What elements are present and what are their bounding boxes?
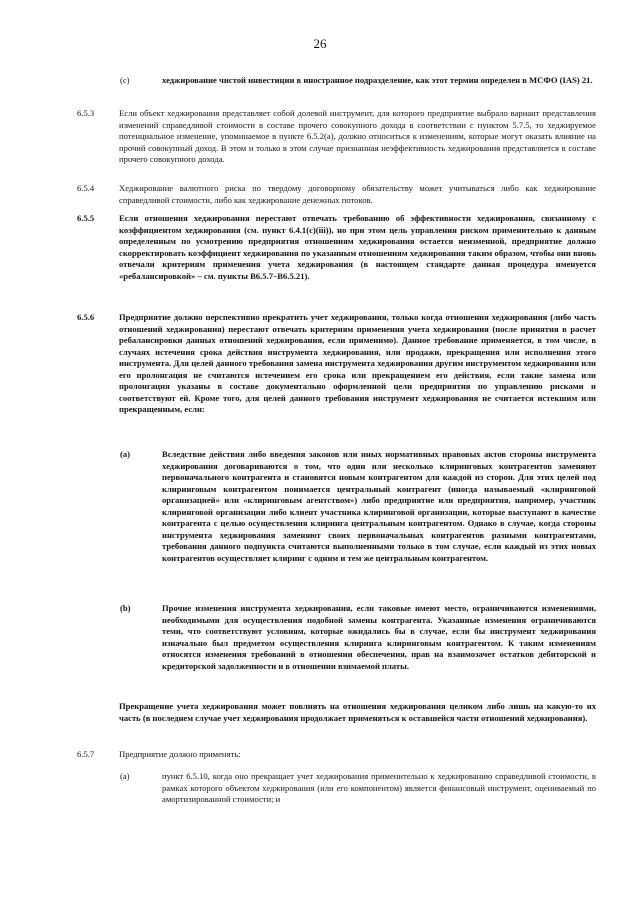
section-text: Хеджирование валютного риска по твердому договорному обязательству может учитываться либо как хеджирование справедливой стоимости, либо как хеджирование денежных потоков. — [119, 183, 596, 205]
section-text: Предприятие должно перспективно прекратить учет хеджирования, только когда отношения хеджирования (либо часть отношений хеджирования) перестают отвечать критериям применения учета хеджирования (после принятия в расчет ребалансировки данных отношений хеджирования, если применимо). Данное требование применяется, в том числе, в случаях истечения срока действия инструмента хеджирования, или продажи, прекращения или исполнения этого инструмента. Для целей данного требования замена инструмента хеджирования другим инструментом хеджирования или его пролонгация не считаются истечением его срока или прекращением его действия, если такие замена или пролонгация указаны в составе документально оформленной цели предприятия по управлению рисками и соответствуют ей. Кроме того, для целей данного требования инструмент хеджирования не считается истекшим или прекращенным, если: — [119, 312, 596, 415]
subsection-label: (a) — [120, 771, 130, 781]
section-text: Предприятие должно применять: — [119, 749, 241, 759]
subsection-text: Вследствие действия либо введения законов или иных нормативных правовых актов стороны инструмента хеджирования договариваются о том, что один или несколько клиринговых контрагентов заменяют первоначального контрагента и становятся новым контрагентом для каждой из сторон. Для этих целей под клиринговым контрагентом понимается центральный контрагент (иногда называемый «клиринговой организацией» или «клиринговым агентством») либо предприятие или предприятия, например, участник клиринговой организации либо клиент участника клиринговой организации, которые выступают в качестве контрагента с целью осуществления клиринга центральным контрагентом. Однако в случае, когда стороны инструмента хеджирования заменяют своих первоначальных контрагентов разными контрагентами, требования данного подпункта считаются выполненными только в том случае, если каждый из этих новых контрагентов осуществляет клиринг с одним и тем же центральным контрагентом. — [162, 449, 596, 563]
section-label: 6.5.3 — [77, 108, 95, 118]
section-label: 6.5.6 — [77, 312, 95, 322]
section-label: 6.5.7 — [77, 749, 95, 759]
section-label: 6.5.4 — [77, 183, 95, 193]
section-text: Если объект хеджирования представляет собой долевой инструмент, для которого предприятие выбрало вариант представления изменений справедливой стоимости в составе прочего совокупного дохода в соответствии с пунктом 5.7.5, то хеджируемое потенциальное изменение, упоминаемое в пункте 6.5.2(a), должно относиться к изменениям, которые могут оказать влияние на прочий совокупный доход. В этом и только в этом случае признанная неэффективность хеджирования представляется в составе прочего совокупного дохода. — [119, 108, 596, 165]
subsection-label: (a) — [120, 449, 131, 459]
section-text: Если отношения хеджирования перестают отвечать требованию об эффективности хеджирования, связанному с коэффициентом хеджирования (см. пункт 6.4.1(c)(iii)), но при этом цель управления риском применительно к данным определенным по усмотрению предприятия отношениям хеджирования остается неизменной, предприятие должно скорректировать коэффициент хеджирования по указанным отношениям хеджирования таким образом, чтобы они вновь отвечали критериям применения учета хеджирования (в настоящем стандарте данная процедура именуется «ребалансировкой» – см. пункты B6.5.7–B6.5.21). — [119, 213, 596, 281]
subsection-label: (b) — [120, 603, 131, 613]
subsection-text: пункт 6.5.10, когда оно прекращает учет хеджирования применительно к хеджированию справедливой стоимости, в рамках которого объектом хеджирования (или его компонентом) является финансовый инструмент, оцениваемый по амортизированной стоимости; и — [162, 771, 596, 805]
closing-paragraph: Прекращение учета хеджирования может повлиять на отношения хеджирования целиком либо лишь на какую-то их часть (в последнем случае учет хеджирования продолжает применяться к оставшейся части отношений хеджирования). — [119, 701, 596, 723]
section-text: хеджирование чистой инвестиции в иностранное подразделение, как этот термин определен в МСФО (IAS) 21. — [162, 75, 593, 85]
section-label: 6.5.5 — [77, 213, 95, 223]
subsection-text: Прочие изменения инструмента хеджирования, если таковые имеют место, ограничиваются изменениями, необходимыми для осуществления подобной замены контрагента. Указанные изменения ограничиваются теми, что соответствуют условиям, которые ожидались бы в случае, если бы инструмент хеджирования изначально был предметом осуществления клиринга клиринговым контрагентом. К таким изменениям относятся изменения требований в отношении обеспечения, прав на взаимозачет остатков дебиторской и кредиторской задолженности и в отношении взимаемой платы. — [162, 603, 596, 671]
page-number: 26 — [313, 36, 327, 51]
section-label: (c) — [120, 75, 130, 85]
